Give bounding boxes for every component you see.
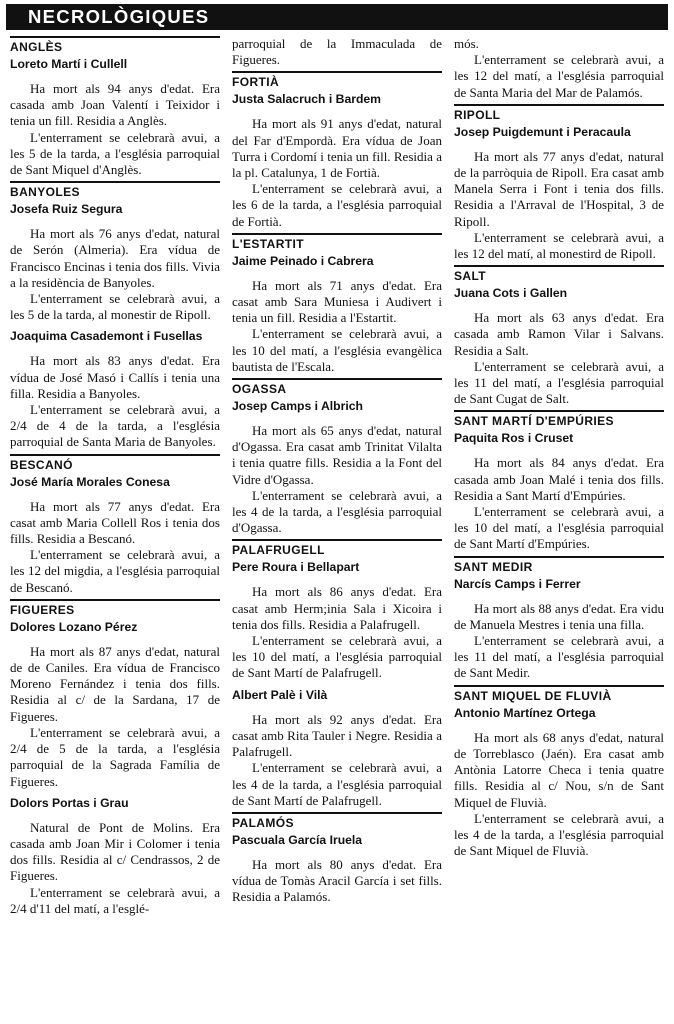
section-header-bar	[6, 4, 668, 30]
column-1	[10, 36, 220, 917]
obituary-entry	[232, 254, 442, 375]
section-title: NECROLÒGIQUES	[28, 6, 210, 27]
town-section	[232, 378, 442, 536]
obituary-entry	[232, 688, 442, 809]
deceased-name: Antonio Martínez Ortega	[454, 705, 596, 720]
deceased-name: Dolors Portas i Grau	[10, 795, 129, 810]
obituary-paragraph: L'enterrament se celebrarà avui, a les 4 de la tarda, a l'església parroquial de Sant Martí de Palafrugell.	[232, 760, 442, 808]
obituary-paragraph: L'enterrament se celebrarà avui, a les 12 del migdia, a l'església parroquial de Bescanó.	[10, 547, 220, 595]
obituary-entry	[454, 286, 664, 407]
town-section	[10, 454, 220, 596]
deceased-name: Pascuala García Iruela	[232, 832, 363, 847]
obituary-paragraph: L'enterrament se celebrarà avui, a les 11 del matí, a l'església parroquial de Sant Medir.	[454, 633, 664, 681]
obituary-paragraph: Natural de Pont de Molins. Era casada amb Joan Mir i Colomer i tenia dos fills. Residia al c/ Cendrassos, 2 de Figueres.	[10, 819, 220, 884]
town-heading: FORTIÀ	[232, 75, 280, 90]
obituary-paragraph: Ha mort als 87 anys d'edat, natural de de Caniles. Era vídua de Francisco Moreno Fernández i tenia dos fills. Residia al c/ de la Sardana, 17 de Figueres.	[10, 643, 220, 724]
obituary-entry	[454, 577, 664, 682]
deceased-name: Juana Cots i Gallen	[454, 286, 568, 301]
deceased-name: Joaquima Casademont i Fusellas	[10, 329, 203, 344]
deceased-name: Jaime Peinado i Cabrera	[232, 253, 374, 268]
town-section	[232, 812, 442, 906]
town-section	[10, 599, 220, 917]
obituary-entry	[454, 706, 664, 860]
obituary-entry	[232, 560, 442, 681]
town-section	[454, 265, 664, 407]
town-heading: FIGUERES	[10, 602, 75, 617]
obituary-paragraph: Ha mort als 83 anys d'edat. Era vídua de José Masó i Callís i tenia una filla. Residia a Banyoles.	[10, 353, 220, 401]
obituary-paragraph: L'enterrament se celebrarà avui, a les 6 de la tarda, a l'església parroquial de Fortià.	[232, 181, 442, 229]
obituary-paragraph: Ha mort als 92 anys d'edat. Era casat amb Rita Tauler i Negre. Residia a Palafrugell.	[232, 711, 442, 760]
town-heading: SANT MEDIR	[454, 559, 533, 574]
obituary-paragraph: L'enterrament se celebrarà avui, a les 10 del matí, a l'església parroquial de Sant Martí d'Empúries.	[454, 504, 664, 552]
obituary-paragraph: L'enterrament se celebrarà avui, a 2/4 de 4 de la tarda, a l'església parroquial de Santa Maria de Banyoles.	[10, 402, 220, 450]
obituary-entry	[454, 125, 664, 262]
town-heading: OGASSA	[232, 382, 287, 397]
obituary-entry	[454, 431, 664, 552]
town-heading: ANGLÈS	[10, 40, 63, 54]
town-section	[454, 685, 664, 860]
column-3	[454, 36, 664, 859]
obituary-entry	[10, 796, 220, 917]
town-section	[10, 181, 220, 450]
deceased-name: José María Morales Conesa	[10, 474, 170, 489]
obituary-paragraph: Ha mort als 76 anys d'edat, natural de Serón (Almeria). Era vídua de Francisco Encinas i tenia dos fills. Vivia a la residència de Banyoles.	[10, 226, 220, 290]
obituary-paragraph: Ha mort als 63 anys d'edat. Era casada amb Ramon Vilar i Salvans. Residia a Salt.	[454, 310, 664, 358]
deceased-name: Josep Camps i Albrich	[232, 399, 363, 414]
deceased-name: Narcís Camps i Ferrer	[454, 576, 581, 591]
deceased-name: Justa Salacruch i Bardem	[232, 92, 382, 107]
obituary-paragraph: L'enterrament se celebrarà avui, a 2/4 d'11 del matí, a l'esglé-	[10, 884, 220, 916]
obituary-paragraph: Ha mort als 91 anys d'edat, natural del Far d'Empordà. Era vídua de Joan Turra i Cordomí i tenia un fill. Residia a la pl. Catalunya, 1 de Fortià.	[232, 116, 442, 181]
obituary-paragraph: Ha mort als 65 anys d'edat, natural d'Ogassa. Era casat amb Trinitat Vilalta i tenia quatre fills. Residia a la Font del Vidre d'Ogassa.	[232, 423, 442, 487]
town-heading: PALAMÓS	[232, 815, 294, 830]
town-heading: SALT	[454, 269, 487, 284]
obituary-paragraph: L'enterrament se celebrarà avui, a les 4 de la tarda, a l'església parroquial d'Ogassa.	[232, 487, 442, 536]
obituary-paragraph: Ha mort als 68 anys d'edat, natural de Torreblasco (Jaén). Era casat amb Antònia Latorre Checa i tenia quatre fills. Residia al c/ Nou, s/n de Sant Miquel de Fluvià.	[454, 729, 664, 810]
town-section	[454, 410, 664, 552]
town-heading: BANYOLES	[10, 185, 80, 200]
obituary-entry	[232, 92, 442, 229]
obituary-entry	[10, 329, 220, 450]
column-2	[232, 36, 442, 906]
obituary-paragraph: L'enterrament se celebrarà avui, a les 10 del matí, a l'església parroquial de Sant Martí de Palafrugell.	[232, 633, 442, 681]
obituary-paragraph: Ha mort als 88 anys d'edat. Era vidu de Manuela Mestres i tenia una filla.	[454, 600, 664, 632]
deceased-name: Josep Puigdemunt i Peracaula	[454, 124, 631, 139]
town-section	[232, 233, 442, 375]
town-section	[232, 539, 442, 808]
obituary-paragraph: L'enterrament se celebrarà avui, a les 10 del matí, a l'església evangèlica bautista de l'Escala.	[232, 326, 442, 374]
town-section	[454, 556, 664, 682]
obituary-paragraph: Ha mort als 71 anys d'edat. Era casat amb Sara Muniesa i Audivert i tenia un fill. Residia a l'Estartit.	[232, 277, 442, 326]
deceased-name: Pere Roura i Bellapart	[232, 560, 360, 575]
town-section	[10, 36, 220, 178]
obituary-paragraph: Ha mort als 77 anys d'edat, natural de la parròquia de Ripoll. Era casat amb Manela Serra i Font i tenia dos fills. Residia a l'Arraval de l'Hospital, 3 de Ripoll.	[454, 148, 664, 229]
continued-text: mós.	[454, 36, 479, 51]
obituary-paragraph: L'enterrament se celebrarà avui, a les 4 de la tarda, a l'església parroquial de Sant Miquel de Fluvià.	[454, 810, 664, 859]
deceased-name: Josefa Ruiz Segura	[10, 202, 123, 217]
obituary-paragraph: Ha mort als 86 anys d'edat. Era casat amb Herm;inia Sala i Xicoira i tenia dos fills. Residia a Palafrugell.	[232, 584, 442, 632]
obituary-paragraph: L'enterrament se celebrarà avui, a 2/4 de 5 de la tarda, a l'església parroquial de la Sagrada Família de Figueres.	[10, 724, 220, 789]
obituary-paragraph: L'enterrament se celebrarà avui, a les 11 del matí, a l'església parroquial de Sant Cugat de Salt.	[454, 358, 664, 407]
obituary-paragraph: Ha mort als 77 anys d'edat. Era casat amb Maria Collell Ros i tenia dos fills. Residia a Bescanó.	[10, 498, 220, 547]
deceased-name: Loreto Martí i Cullell	[10, 57, 128, 71]
obituary-entry	[10, 57, 220, 178]
deceased-name: Albert Palè i Vilà	[232, 687, 328, 702]
obituary-paragraph: L'enterrament se celebrarà avui, a les 12 del matí, al monestird de Ripoll.	[454, 229, 664, 262]
obituary-paragraph: L'enterrament se celebrarà avui, a les 5 de la tarda, a l'església parroquial de Sant Miquel d'Anglès.	[10, 129, 220, 178]
town-section	[454, 104, 664, 262]
obituary-paragraph: Ha mort als 80 anys d'edat. Era vídua de Tomàs Aracil García i set fills. Residia a Palamós.	[232, 856, 442, 905]
town-heading: SANT MARTÍ D'EMPÚRIES	[454, 414, 614, 429]
obituary-entry	[10, 202, 220, 323]
town-section	[232, 71, 442, 229]
obituary-paragraph: L'enterrament se celebrarà avui, a les 5 de la tarda, al monestir de Ripoll.	[10, 291, 220, 323]
town-heading: BESCANÓ	[10, 457, 73, 472]
deceased-name: Paquita Ros i Cruset	[454, 431, 574, 446]
obituary-entry	[232, 399, 442, 536]
obituary-paragraph: Ha mort als 94 anys d'edat. Era casada amb Joan Valentí i Teixidor i tenia un fill. Residia a Anglès.	[10, 81, 220, 129]
obituary-entry	[232, 833, 442, 906]
deceased-name: Dolores Lozano Pérez	[10, 619, 138, 634]
continued-text: parroquial de la Immaculada de Figueres.	[232, 36, 442, 68]
obituary-entry	[10, 475, 220, 596]
obituary-paragraph: Ha mort als 84 anys d'edat. Era casada amb Joan Malé i tenia dos fills. Residia a Sant Martí d'Empúries.	[454, 455, 664, 503]
town-heading: RIPOLL	[454, 107, 501, 122]
town-heading: PALAFRUGELL	[232, 543, 325, 558]
obituary-entry	[10, 620, 220, 790]
obituary-paragraph: L'enterrament se celebrarà avui, a les 12 del matí, a l'església parroquial de Santa Maria del Mar de Palamós.	[454, 52, 664, 100]
town-heading: L'ESTARTIT	[232, 236, 304, 251]
town-heading: SANT MIQUEL DE FLUVIÀ	[454, 688, 612, 703]
